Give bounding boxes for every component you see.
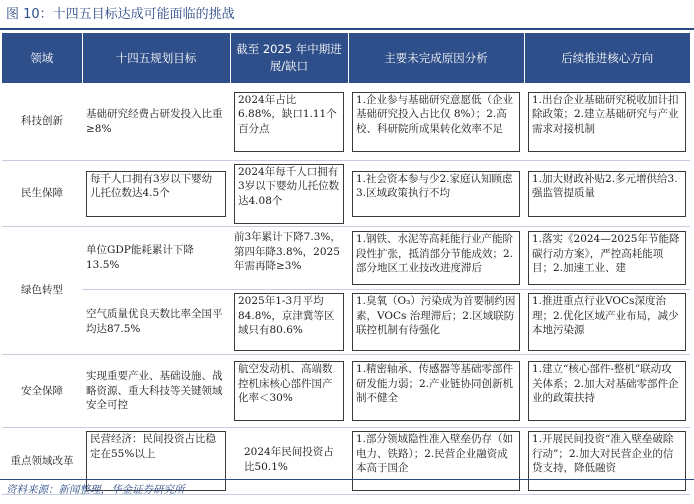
- reason-text: 1.企业参与基础研究意愿低（企业基础研究投入占比仅 8%）；2.高校、科研院所成果转化效率不足: [352, 92, 520, 152]
- table-row: [2, 83, 690, 161]
- progress-cell: [230, 290, 348, 355]
- progress-cell: [230, 227, 348, 290]
- domain-cell: 绿色转型: [2, 227, 82, 355]
- target-cell: 单位GDP能耗累计下降13.5%: [82, 227, 230, 290]
- direction-cell: [524, 227, 690, 290]
- header-target: 十四五规划目标: [82, 33, 230, 83]
- reason-cell: [348, 290, 524, 355]
- header-direction: 后续推进核心方向: [524, 33, 690, 83]
- reason-cell: [348, 227, 524, 290]
- progress-text: 2024年每千人口拥有3岁以下婴幼儿托位数达4.08个: [234, 164, 344, 224]
- header-progress: 截至 2025 年中期进展/缺口: [230, 33, 348, 83]
- direction-text: 1.建立“核心部件-整机”联动攻关体系；2.加大对基础零部件企业的政策扶持: [528, 361, 686, 421]
- reason-cell: [348, 428, 524, 495]
- progress-text: 前3年累计下降7.3%，第四年降3.8%，2025 年需再降≥3%: [234, 231, 341, 273]
- progress-cell: [230, 428, 348, 495]
- domain-cell: 科技创新: [2, 83, 82, 161]
- progress-text: 2024年民间投资占比50.1%: [244, 446, 334, 473]
- reason-text: 1.部分领域隐性准入壁垒仍存（如电力、铁路）；2.民营企业融资成本高于国企: [352, 431, 520, 491]
- target-cell: 实现重要产业、基础设施、战略资源、重大科技等关键领域安全可控: [82, 355, 230, 428]
- direction-text: 1.开展民间投资“准入壁垒破除行动”；2.加大对民营企业的信贷支持，降低融资: [528, 431, 686, 491]
- reason-text: 1.社会资本参与少2.家庭认知顾虑3.区域政策执行不均: [352, 171, 520, 217]
- progress-cell: [230, 355, 348, 428]
- direction-text: 1.推进重点行业VOCs深度治理；2.优化区域产业布局，减少本地污染源: [528, 293, 686, 351]
- progress-text: 2024年占比6.88%，缺口1.11个百分点: [234, 92, 344, 152]
- direction-cell: [524, 161, 690, 227]
- direction-cell: [524, 83, 690, 161]
- progress-cell: [230, 83, 348, 161]
- direction-cell: [524, 355, 690, 428]
- direction-cell: [524, 428, 690, 495]
- direction-cell: [524, 290, 690, 355]
- reason-cell: [348, 161, 524, 227]
- target-cell: [82, 161, 230, 227]
- header-domain: 领域: [2, 33, 82, 83]
- direction-text: 1.出台企业基础研究税收加计扣除政策；2.建立基础研究与产业需求对接机制: [528, 92, 686, 152]
- table-row: [2, 355, 690, 428]
- bottom-rule: [0, 479, 694, 480]
- source-note: 资料来源：新闻整理，华金证券研究所: [6, 484, 185, 496]
- reason-text: 1.精密轴承、传感器等基础零部件研发能力弱；2.产业链协同创新机制不健全: [352, 361, 520, 421]
- progress-text: 2025年1-3月平均84.8%，京津冀等区域只有80.6%: [234, 293, 344, 351]
- title-rule: [0, 28, 694, 30]
- table-row: [2, 161, 690, 227]
- direction-text: 1.加大财政补贴2.多元增供给3.强监管提质量: [528, 171, 686, 217]
- domain-cell: 安全保障: [2, 355, 82, 428]
- header-row: [2, 33, 690, 83]
- table-row: [2, 290, 690, 355]
- figure-title: 图 10：十四五目标达成可能面临的挑战: [6, 7, 235, 22]
- challenges-table: [2, 33, 690, 495]
- direction-text: 1.落实《2024—2025年节能降碳行动方案》，严控高耗能项目；2.加速工业、建: [528, 231, 686, 285]
- domain-cell: 重点领域改革: [2, 428, 82, 495]
- reason-text: 1.钢铁、水泥等高耗能行业产能阶段性扩张，抵消部分节能成效；2.部分地区工业技改进度滞后: [352, 231, 520, 285]
- target-cell: 空气质量优良天数比率全国平均达87.5%: [82, 290, 230, 355]
- progress-cell: [230, 161, 348, 227]
- target-cell: 基础研究经费占研发投入比重≥8%: [82, 83, 230, 161]
- progress-text: 航空发动机、高端数控机床核心部件国产化率＜30%: [234, 361, 344, 421]
- domain-cell: 民生保障: [2, 161, 82, 227]
- reason-cell: [348, 83, 524, 161]
- table-row: [2, 227, 690, 290]
- reason-text: 1.臭氧（O₃）污染成为首要制约因素，VOCs 治理滞后；2.区域联防联控机制有待强化: [352, 293, 520, 351]
- target-text: 每千人口拥有3岁以下婴幼儿托位数达4.5个: [86, 171, 226, 217]
- reason-cell: [348, 355, 524, 428]
- header-reason: 主要未完成原因分析: [348, 33, 524, 83]
- target-text: 民营经济：民间投资占比稳定在55%以上: [86, 431, 226, 491]
